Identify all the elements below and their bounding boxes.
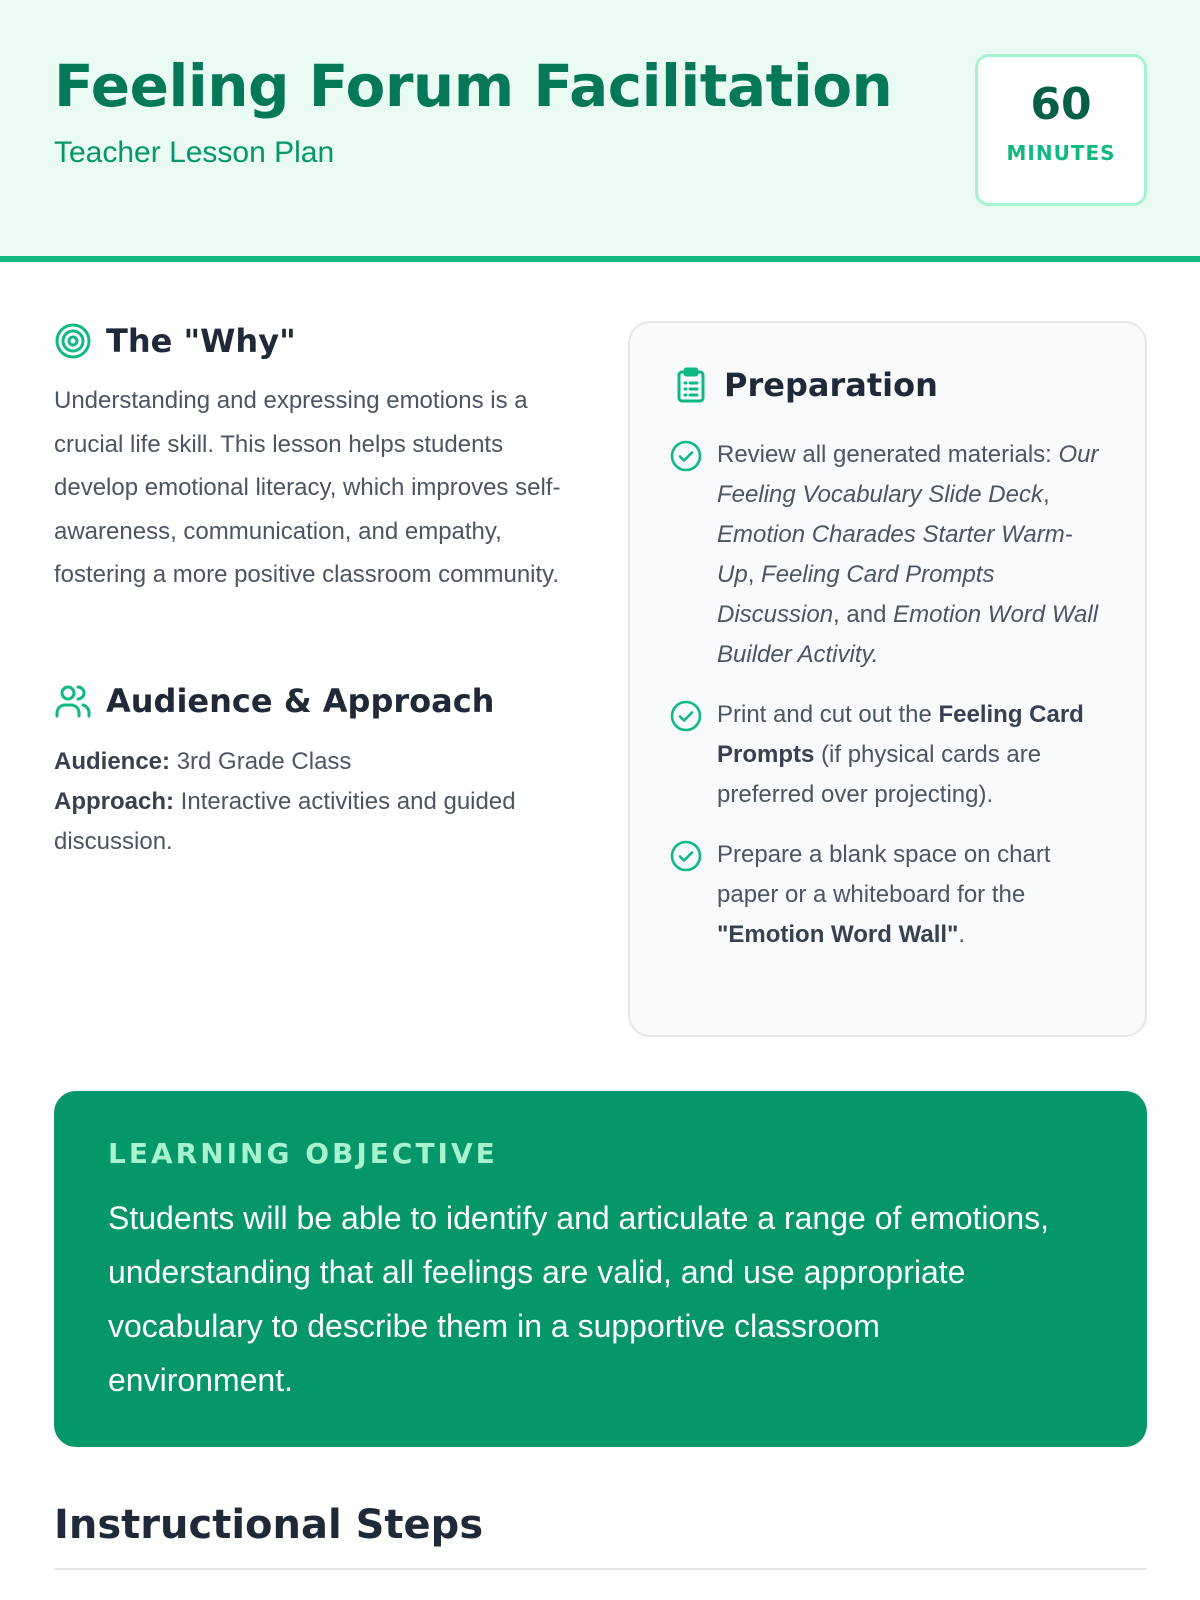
preparation-item-text: [717, 835, 1109, 955]
objective-text: Students will be able to identify and articulate a range of emotions, understanding that all feelings are valid, and use appropriate vocabulary to describe them in a supportive classroom environment.: [108, 1200, 1050, 1398]
duration-value: 60: [1030, 79, 1092, 130]
material-name: Emotion Charades Starter Warm-Up: [717, 521, 1073, 588]
duration-badge: [975, 54, 1147, 206]
preparation-item-text: [717, 695, 1109, 815]
item-text-bold: "Emotion Word Wall": [717, 921, 959, 948]
item-text-before: Print and cut out the: [717, 701, 939, 728]
end-punctuation: .: [871, 641, 879, 668]
page-title: Feeling Forum Facilitation: [54, 52, 893, 120]
why-text: Understanding and expressing emotions is a crucial life skill. This lesson helps students develop emotional literacy, which improves self-awareness, communication, and empathy, fostering a more positive classroom community.: [54, 387, 561, 588]
preparation-item: [669, 695, 1109, 815]
page-subtitle: Teacher Lesson Plan: [54, 136, 335, 169]
check-circle-icon: [669, 839, 703, 873]
separator: ,: [1042, 481, 1050, 508]
users-icon: [54, 682, 92, 720]
objective-label: LEARNING OBJECTIVE: [108, 1137, 498, 1170]
audience-title: Audience & Approach: [106, 682, 495, 720]
preparation-list: [669, 435, 1109, 975]
separator: , and: [833, 601, 894, 628]
why-section-heading: [54, 322, 296, 360]
why-title: The "Why": [106, 322, 296, 360]
lesson-header: [0, 0, 1200, 262]
approach-label: Approach:: [54, 788, 174, 815]
preparation-item-text: [717, 435, 1109, 675]
material-name: Our Feeling Vocabulary Slide Deck: [717, 441, 1099, 508]
item-text-bold: Feeling Card Prompts: [717, 701, 1084, 768]
preparation-heading: [672, 366, 938, 404]
approach-value: Interactive activities and guided discussion.: [54, 788, 516, 855]
preparation-item: [669, 835, 1109, 955]
material-name: Emotion Word Wall Builder Activity: [717, 601, 1099, 668]
audience-value: 3rd Grade Class: [176, 748, 352, 775]
instructional-steps-heading: Instructional Steps: [54, 1502, 484, 1548]
audience-details: [54, 742, 584, 862]
material-name: Feeling Card Prompts Discussion: [717, 561, 995, 628]
duration-unit: MINUTES: [1006, 141, 1116, 165]
item-text-after: .: [958, 921, 966, 948]
target-icon: [54, 322, 92, 360]
preparation-title: Preparation: [724, 366, 938, 404]
audience-label: Audience:: [54, 748, 171, 775]
section-divider: [54, 1568, 1147, 1570]
preparation-item: [669, 435, 1109, 675]
audience-section-heading: [54, 682, 494, 720]
check-circle-icon: [669, 439, 703, 473]
approach-line: [54, 782, 584, 862]
item-text-after: (if physical cards are preferred over projecting).: [717, 741, 1042, 808]
learning-objective-box: [54, 1091, 1147, 1447]
check-circle-icon: [669, 699, 703, 733]
separator: ,: [747, 561, 762, 588]
item-text-before: Prepare a blank space on chart paper or a whiteboard for the: [717, 841, 1051, 908]
item-lead-text: Review all generated materials:: [717, 441, 1059, 468]
clipboard-icon: [672, 366, 710, 404]
audience-line: [54, 742, 584, 782]
